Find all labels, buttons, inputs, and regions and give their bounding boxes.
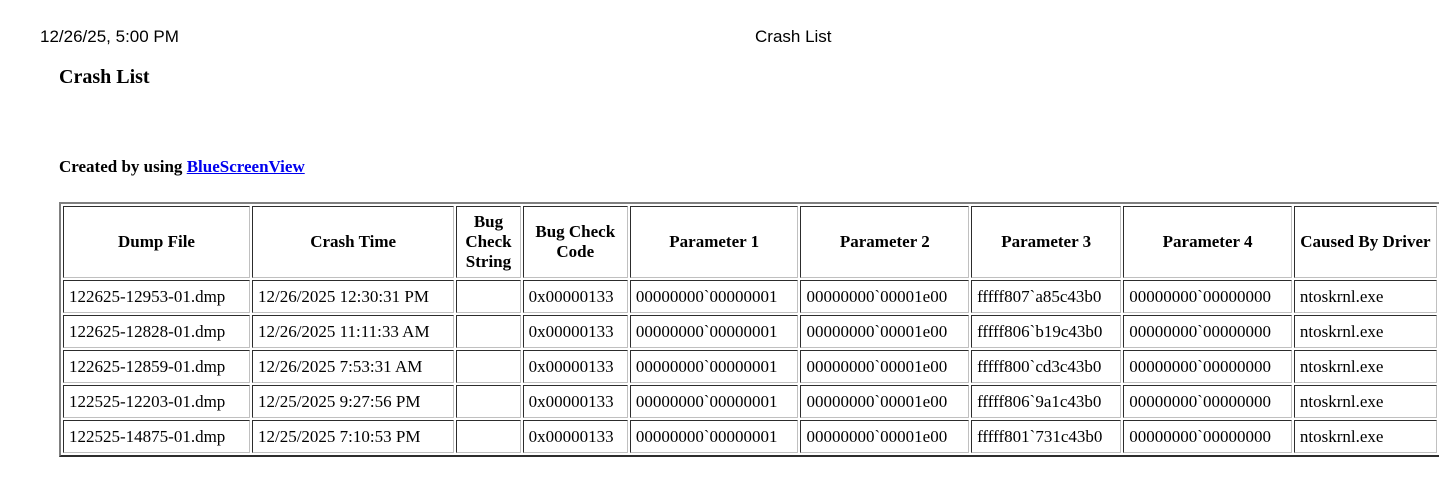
cell-dump-file: 122525-14875-01.dmp: [63, 420, 250, 453]
cell-parameter-2: 00000000`00001e00: [800, 280, 969, 313]
cell-parameter-4: 00000000`00000000: [1123, 315, 1292, 348]
cell-parameter-3: fffff801`731c43b0: [971, 420, 1121, 453]
table-row[interactable]: [63, 350, 1437, 383]
cell-dump-file: 122625-12859-01.dmp: [63, 350, 250, 383]
cell-parameter-3: fffff806`9a1c43b0: [971, 385, 1121, 418]
column-header-crash-time[interactable]: Crash Time: [252, 206, 454, 278]
print-title: Crash List: [755, 27, 832, 46]
crash-table-container: [59, 202, 1431, 472]
table-row[interactable]: [63, 420, 1437, 453]
bluescreenview-link[interactable]: BlueScreenView: [186, 157, 305, 176]
cell-parameter-2: 00000000`00001e00: [800, 385, 969, 418]
cell-bug-check-string: [456, 315, 520, 348]
cell-parameter-3: fffff800`cd3c43b0: [971, 350, 1121, 383]
cell-caused-by-driver: ntoskrnl.exe: [1294, 385, 1437, 418]
cell-bug-check-code: 0x00000133: [523, 315, 628, 348]
cell-parameter-1: 00000000`00000001: [630, 350, 799, 383]
cell-bug-check-string: [456, 385, 520, 418]
table-row[interactable]: [63, 280, 1437, 313]
crash-table: [59, 202, 1439, 457]
column-header-parameter-3[interactable]: Parameter 3: [971, 206, 1121, 278]
cell-parameter-4: 00000000`00000000: [1123, 350, 1292, 383]
cell-parameter-4: 00000000`00000000: [1123, 420, 1292, 453]
cell-parameter-2: 00000000`00001e00: [800, 420, 969, 453]
cell-caused-by-driver: ntoskrnl.exe: [1294, 350, 1437, 383]
column-header-bug-check-code[interactable]: Bug Check Code: [523, 206, 628, 278]
cell-parameter-1: 00000000`00000001: [630, 385, 799, 418]
cell-parameter-4: 00000000`00000000: [1123, 385, 1292, 418]
column-header-caused-by-driver[interactable]: Caused By Driver: [1294, 206, 1437, 278]
table-header-row: [63, 206, 1437, 278]
created-by-line: [59, 157, 305, 177]
cell-bug-check-string: [456, 280, 520, 313]
cell-parameter-1: 00000000`00000001: [630, 280, 799, 313]
cell-bug-check-string: [456, 350, 520, 383]
cell-caused-by-driver: ntoskrnl.exe: [1294, 420, 1437, 453]
cell-dump-file: 122525-12203-01.dmp: [63, 385, 250, 418]
print-date: 12/26/25, 5:00 PM: [40, 27, 179, 46]
cell-bug-check-code: 0x00000133: [523, 420, 628, 453]
page-title: Crash List: [59, 66, 150, 88]
cell-crash-time: 12/25/2025 9:27:56 PM: [252, 385, 454, 418]
column-header-parameter-2[interactable]: Parameter 2: [800, 206, 969, 278]
cell-caused-by-driver: ntoskrnl.exe: [1294, 315, 1437, 348]
column-header-dump-file[interactable]: Dump File: [63, 206, 250, 278]
table-row[interactable]: [63, 315, 1437, 348]
cell-dump-file: 122625-12953-01.dmp: [63, 280, 250, 313]
cell-bug-check-code: 0x00000133: [523, 385, 628, 418]
cell-parameter-2: 00000000`00001e00: [800, 350, 969, 383]
column-header-bug-check-string[interactable]: Bug Check String: [456, 206, 520, 278]
cell-bug-check-code: 0x00000133: [523, 280, 628, 313]
cell-parameter-4: 00000000`00000000: [1123, 280, 1292, 313]
cell-crash-time: 12/26/2025 11:11:33 AM: [252, 315, 454, 348]
cell-parameter-2: 00000000`00001e00: [800, 315, 969, 348]
cell-bug-check-code: 0x00000133: [523, 350, 628, 383]
cell-bug-check-string: [456, 420, 520, 453]
cell-crash-time: 12/26/2025 12:30:31 PM: [252, 280, 454, 313]
column-header-parameter-1[interactable]: Parameter 1: [630, 206, 799, 278]
cell-crash-time: 12/26/2025 7:53:31 AM: [252, 350, 454, 383]
cell-parameter-3: fffff807`a85c43b0: [971, 280, 1121, 313]
print-header: [40, 27, 1360, 49]
cell-parameter-1: 00000000`00000001: [630, 420, 799, 453]
cell-caused-by-driver: ntoskrnl.exe: [1294, 280, 1437, 313]
cell-parameter-1: 00000000`00000001: [630, 315, 799, 348]
cell-dump-file: 122625-12828-01.dmp: [63, 315, 250, 348]
created-by-prefix: Created by using: [59, 157, 187, 176]
cell-crash-time: 12/25/2025 7:10:53 PM: [252, 420, 454, 453]
table-row[interactable]: [63, 385, 1437, 418]
cell-parameter-3: fffff806`b19c43b0: [971, 315, 1121, 348]
column-header-parameter-4[interactable]: Parameter 4: [1123, 206, 1292, 278]
